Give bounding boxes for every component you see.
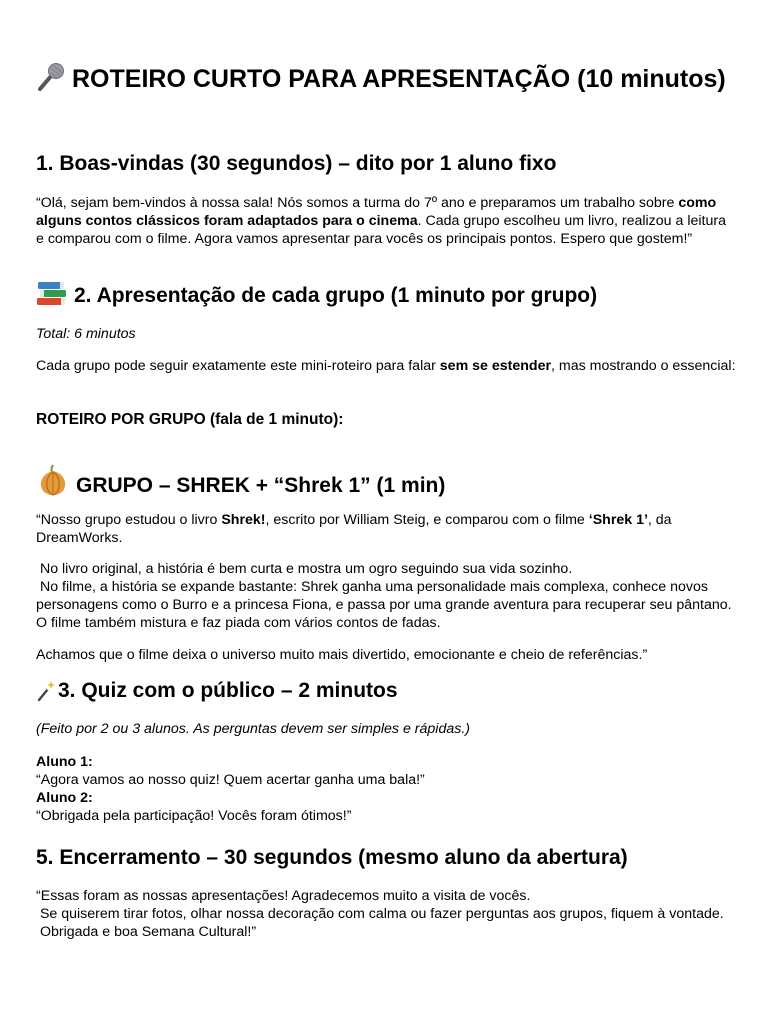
- section-5-line-2: Se quiserem tirar fotos, olhar nossa decoração com calma ou fazer perguntas aos grupos, fiquem à vontade.: [36, 906, 724, 922]
- section-3-note: (Feito por 2 ou 3 alunos. As perguntas devem ser simples e rápidas.): [36, 721, 470, 737]
- section-2-heading-text: 2. Apresentação de cada grupo (1 minuto por grupo): [74, 284, 598, 307]
- section-1-text-a: “Olá, sejam bem-vindos à nossa sala! Nós somos a turma do 7º ano e preparamos um trabalho sobre: [36, 195, 679, 211]
- aluno-1-text: “Agora vamos ao nosso quiz! Quem acertar ganha uma bala!”: [36, 772, 425, 788]
- document-title: [36, 62, 736, 96]
- aluno-2-label: Aluno 2:: [36, 790, 93, 806]
- group-paragraph-3: Achamos que o filme deixa o universo muito mais divertido, emocionante e cheio de referências.”: [36, 647, 648, 663]
- section-5-heading: 5. Encerramento – 30 segundos (mesmo aluno da abertura): [36, 846, 628, 869]
- section-2-total: Total: 6 minutos: [36, 326, 136, 342]
- section-3-heading-text: 3. Quiz com o público – 2 minutos: [58, 679, 398, 702]
- group-heading: [36, 463, 736, 500]
- section-5-line-3: Obrigada e boa Semana Cultural!”: [36, 924, 257, 940]
- books-icon: [36, 279, 68, 307]
- group-p1-book: Shrek!: [221, 512, 266, 528]
- section-3-heading: [36, 677, 736, 705]
- aluno-1-label: Aluno 1:: [36, 754, 93, 770]
- section-1-text-c: . Cada grupo escolheu um livro, realizou a leitura e comparou com o filme. Agora vamos apresentar para vocês os principais pontos. Espero que gostem!”: [36, 213, 726, 247]
- section-2-intro: [36, 357, 736, 375]
- section-5-line-1: “Essas foram as nossas apresentações! Agradecemos muito a visita de vocês.: [36, 888, 531, 904]
- group-heading-text: GRUPO – SHREK + “Shrek 1” (1 min): [76, 474, 446, 497]
- section-1-text-bold: como alguns contos clássicos foram adaptados para o cinema: [36, 195, 717, 229]
- group-p1-c: , escrito por William Steig, e comparou com o filme: [265, 512, 589, 528]
- section-1-paragraph: [36, 194, 736, 248]
- microphone-icon: [36, 62, 66, 92]
- group-paragraph-1: [36, 511, 736, 547]
- group-p2-line-2: No filme, a história se expande bastante: Shrek ganha uma personalidade mais complexa, conhece novos personagens como o Burro e a princesa Fiona, e passa por uma grande aventura para recuperar seu pântano. O filme também mistura e faz piada com vários contos de fadas.: [36, 579, 736, 631]
- section-2-heading: [36, 279, 736, 310]
- group-p1-a: “Nosso grupo estudou o livro: [36, 512, 222, 528]
- section-2-intro-a: Cada grupo pode seguir exatamente este mini-roteiro para falar: [36, 358, 440, 374]
- section-1-heading: 1. Boas-vindas (30 segundos) – dito por 1 aluno fixo: [36, 152, 557, 175]
- section-2-intro-c: , mas mostrando o essencial:: [551, 358, 736, 374]
- roteiro-por-grupo: ROTEIRO POR GRUPO (fala de 1 minuto):: [36, 411, 344, 428]
- quiz-dialogue: [36, 753, 736, 825]
- magic-wand-icon: [36, 680, 56, 702]
- group-paragraph-2: [36, 560, 736, 632]
- section-2-intro-bold: sem se estender: [439, 358, 551, 374]
- onion-icon: [36, 463, 70, 497]
- title-text: ROTEIRO CURTO PARA APRESENTAÇÃO (10 minutos): [72, 65, 726, 93]
- group-p1-e: , da DreamWorks.: [36, 512, 672, 546]
- group-p2-line-1: No livro original, a história é bem curta e mostra um ogro seguindo sua vida sozinho.: [36, 561, 573, 577]
- section-5-paragraph: [36, 887, 736, 941]
- aluno-2-text: “Obrigada pela participação! Vocês foram ótimos!”: [36, 808, 352, 824]
- group-p1-film: ‘Shrek 1’: [588, 512, 648, 528]
